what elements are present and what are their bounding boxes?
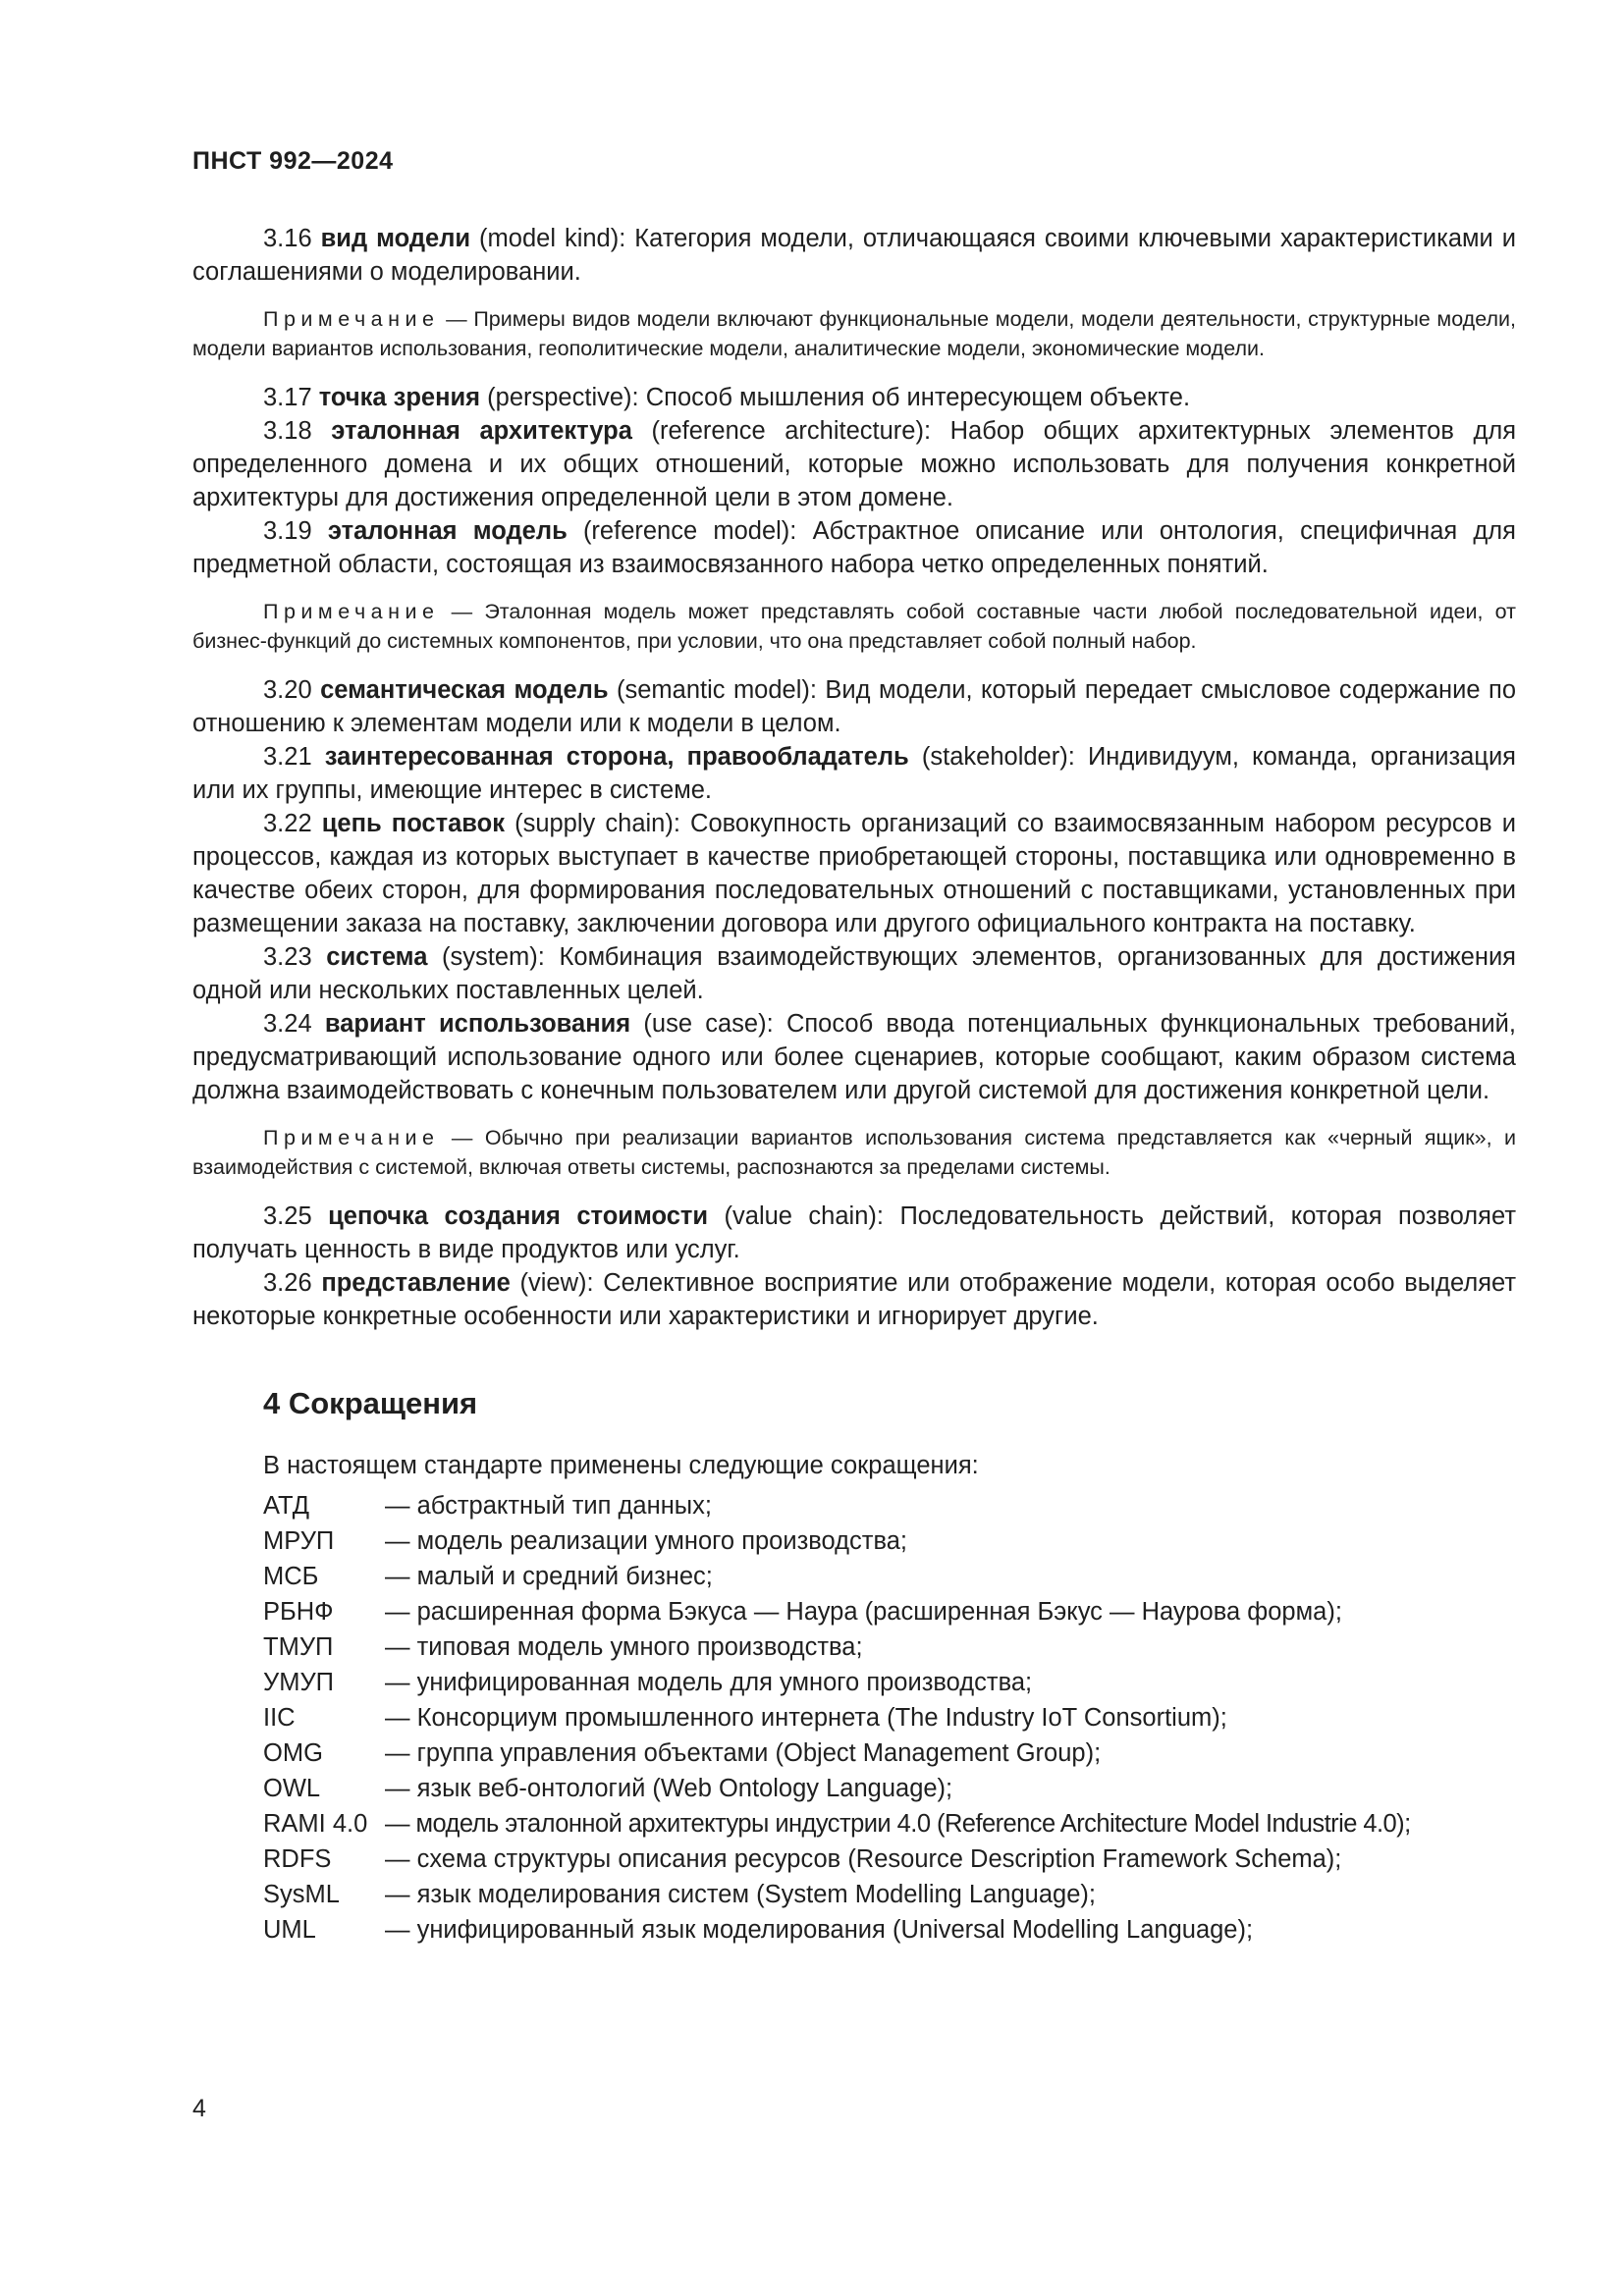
abbreviation-code: ТМУП [263, 1633, 334, 1661]
term-entry: 3.18 эталонная архитектура (reference architecture): Набор общих архитектурных элементов для определенного домена и их общих отношений, которые можно использовать для получения конкретной архитектуры для достижения определенной цели в этом домене. [192, 417, 1517, 511]
term-entry: 3.23 система (system): Комбинация взаимодействующих элементов, организованных для достижения одной или нескольких поставленных целей. [192, 943, 1516, 1004]
term-name: цепочка создания стоимости [328, 1202, 709, 1230]
term-entry: 3.20 семантическая модель (semantic model): Вид модели, который передает смысловое содержание по отношению к элементам модели или к модели в целом. [192, 676, 1517, 737]
page-number: 4 [192, 2095, 206, 2122]
abbreviation-code: SysML [263, 1881, 340, 1908]
abbreviation-row [263, 1594, 1516, 1629]
note: Примечание — Обычно при реализации вариантов использования система представляется как «черный ящик», и взаимодействия с системой, включая ответы системы, распознаются за пределами системы. [192, 1126, 1517, 1179]
term-entry: 3.22 цепь поставок (supply chain): Совокупность организаций со взаимосвязанным набором ресурсов и процессов, каждая из которых выступает в качестве приобретающей стороны, поставщика или одновременно в качестве обеих сторон, для формирования последовательных отношений с поставщиками, установленных при размещении заказа на поставку, заключении договора или другого официального контракта на поставку. [192, 810, 1516, 937]
abbreviation-row [263, 1523, 1516, 1559]
abbreviation-row [263, 1735, 1516, 1771]
abbreviation-row [263, 1806, 1516, 1842]
page-content [192, 222, 1516, 1948]
abbreviation-row [263, 1877, 1516, 1912]
abbreviation-definition: — группа управления объектами (Object Management Group); [385, 1739, 1102, 1767]
section-intro: В настоящем стандарте применены следующие сокращения: [263, 1452, 979, 1479]
term-entry: 3.21 заинтересованная сторона, правообладатель (stakeholder): Индивидуум, команда, организация или их группы, имеющие интерес в системе. [192, 743, 1516, 804]
abbreviation-code: РБНФ [263, 1598, 334, 1626]
term-entry: 3.25 цепочка создания стоимости (value chain): Последовательность действий, которая позволяет получать ценность в виде продуктов или услуг. [192, 1202, 1517, 1263]
term-name: система [326, 943, 428, 971]
abbreviation-code: АТД [263, 1492, 310, 1520]
note: Примечание — Эталонная модель может представлять собой составные части любой последовательной идеи, от бизнес-функций до системных компонентов, при условии, что она представляет собой полный набор. [192, 600, 1516, 653]
term-name: представление [321, 1269, 511, 1297]
abbreviation-row [263, 1488, 1516, 1523]
abbreviation-definition: — типовая модель умного производства; [385, 1633, 863, 1661]
document-id: ПНСТ 992—2024 [192, 147, 394, 175]
abbreviation-code: УМУП [263, 1669, 334, 1696]
abbreviation-row [263, 1700, 1516, 1735]
abbreviation-row [263, 1771, 1516, 1806]
abbreviation-definition: — унифицированная модель для умного производства; [385, 1669, 1033, 1696]
abbreviation-code: OMG [263, 1739, 323, 1767]
abbreviation-definition: — Консорциум промышленного интернета (The Industry IoT Consortium); [385, 1704, 1227, 1732]
abbreviation-definition: — малый и средний бизнес; [385, 1563, 713, 1590]
abbreviation-definition: — расширенная форма Бэкуса — Наура (расширенная Бэкус — Наурова форма); [385, 1598, 1342, 1626]
abbreviation-code: МСБ [263, 1563, 319, 1590]
section-title: 4 Сокращения [263, 1386, 478, 1420]
abbreviation-code: МРУП [263, 1527, 335, 1555]
term-name: цепь поставок [321, 810, 505, 837]
abbreviation-code: IIC [263, 1704, 296, 1732]
abbreviation-code: RDFS [263, 1845, 332, 1873]
abbreviation-row [263, 1629, 1516, 1665]
abbreviation-definition: — язык веб-онтологий (Web Ontology Language); [385, 1775, 953, 1802]
abbreviation-list [263, 1488, 1516, 1948]
term-name: вариант использования [324, 1010, 631, 1038]
abbreviation-definition: — абстрактный тип данных; [385, 1492, 712, 1520]
abbreviation-row [263, 1665, 1516, 1700]
term-entry: 3.19 эталонная модель (reference model): Абстрактное описание или онтология, специфичная для предметной области, состоящая из взаимосвязанного набора четко определенных понятий. [192, 517, 1516, 578]
term-entry: 3.24 вариант использования (use case): Способ ввода потенциальных функциональных требований, предусматривающий использование одного или более сценариев, которые сообщают, каким образом система должна взаимодействовать с конечным пользователем или другой системой для достижения конкретной цели. [192, 1010, 1517, 1104]
abbreviation-definition: — язык моделирования систем (System Modelling Language); [385, 1881, 1096, 1908]
term-entry: 3.16 вид модели (model kind): Категория модели, отличающаяся своими ключевыми характеристиками и соглашениями о моделировании. [192, 225, 1516, 286]
term-name: эталонная архитектура [331, 417, 632, 445]
term-name: семантическая модель [320, 676, 609, 704]
abbreviation-code: UML [263, 1916, 316, 1944]
abbreviation-definition: — модель реализации умного производства; [385, 1527, 908, 1555]
abbreviation-definition: — схема структуры описания ресурсов (Resource Description Framework Schema); [385, 1845, 1342, 1873]
abbreviation-definition: — унифицированный язык моделирования (Universal Modelling Language); [385, 1916, 1254, 1944]
note: Примечание — Примеры видов модели включают функциональные модели, модели деятельности, структурные модели, модели вариантов использования, геополитические модели, аналитические модели, экономические модели. [192, 307, 1516, 360]
abbreviation-row [263, 1842, 1516, 1877]
abbreviation-code: RAMI 4.0 [263, 1810, 368, 1838]
abbreviation-row [263, 1559, 1516, 1594]
term-name: точка зрения [318, 384, 481, 411]
abbreviation-definition: — модель эталонной архитектуры индустрии 4.0 (Reference Architecture Model Industrie 4.0); [385, 1810, 1411, 1838]
abbreviation-row [263, 1912, 1516, 1948]
term-name: вид модели [320, 225, 471, 252]
term-entry: 3.26 представление (view): Селективное восприятие или отображение модели, которая особо выделяет некоторые конкретные особенности или характеристики и игнорирует другие. [192, 1269, 1517, 1330]
term-name: заинтересованная сторона, правообладатель [324, 743, 909, 771]
abbreviation-code: OWL [263, 1775, 321, 1802]
term-entry: 3.17 точка зрения (perspective): Способ мышления об интересующем объекте. [263, 384, 1191, 411]
term-name: эталонная модель [327, 517, 568, 545]
